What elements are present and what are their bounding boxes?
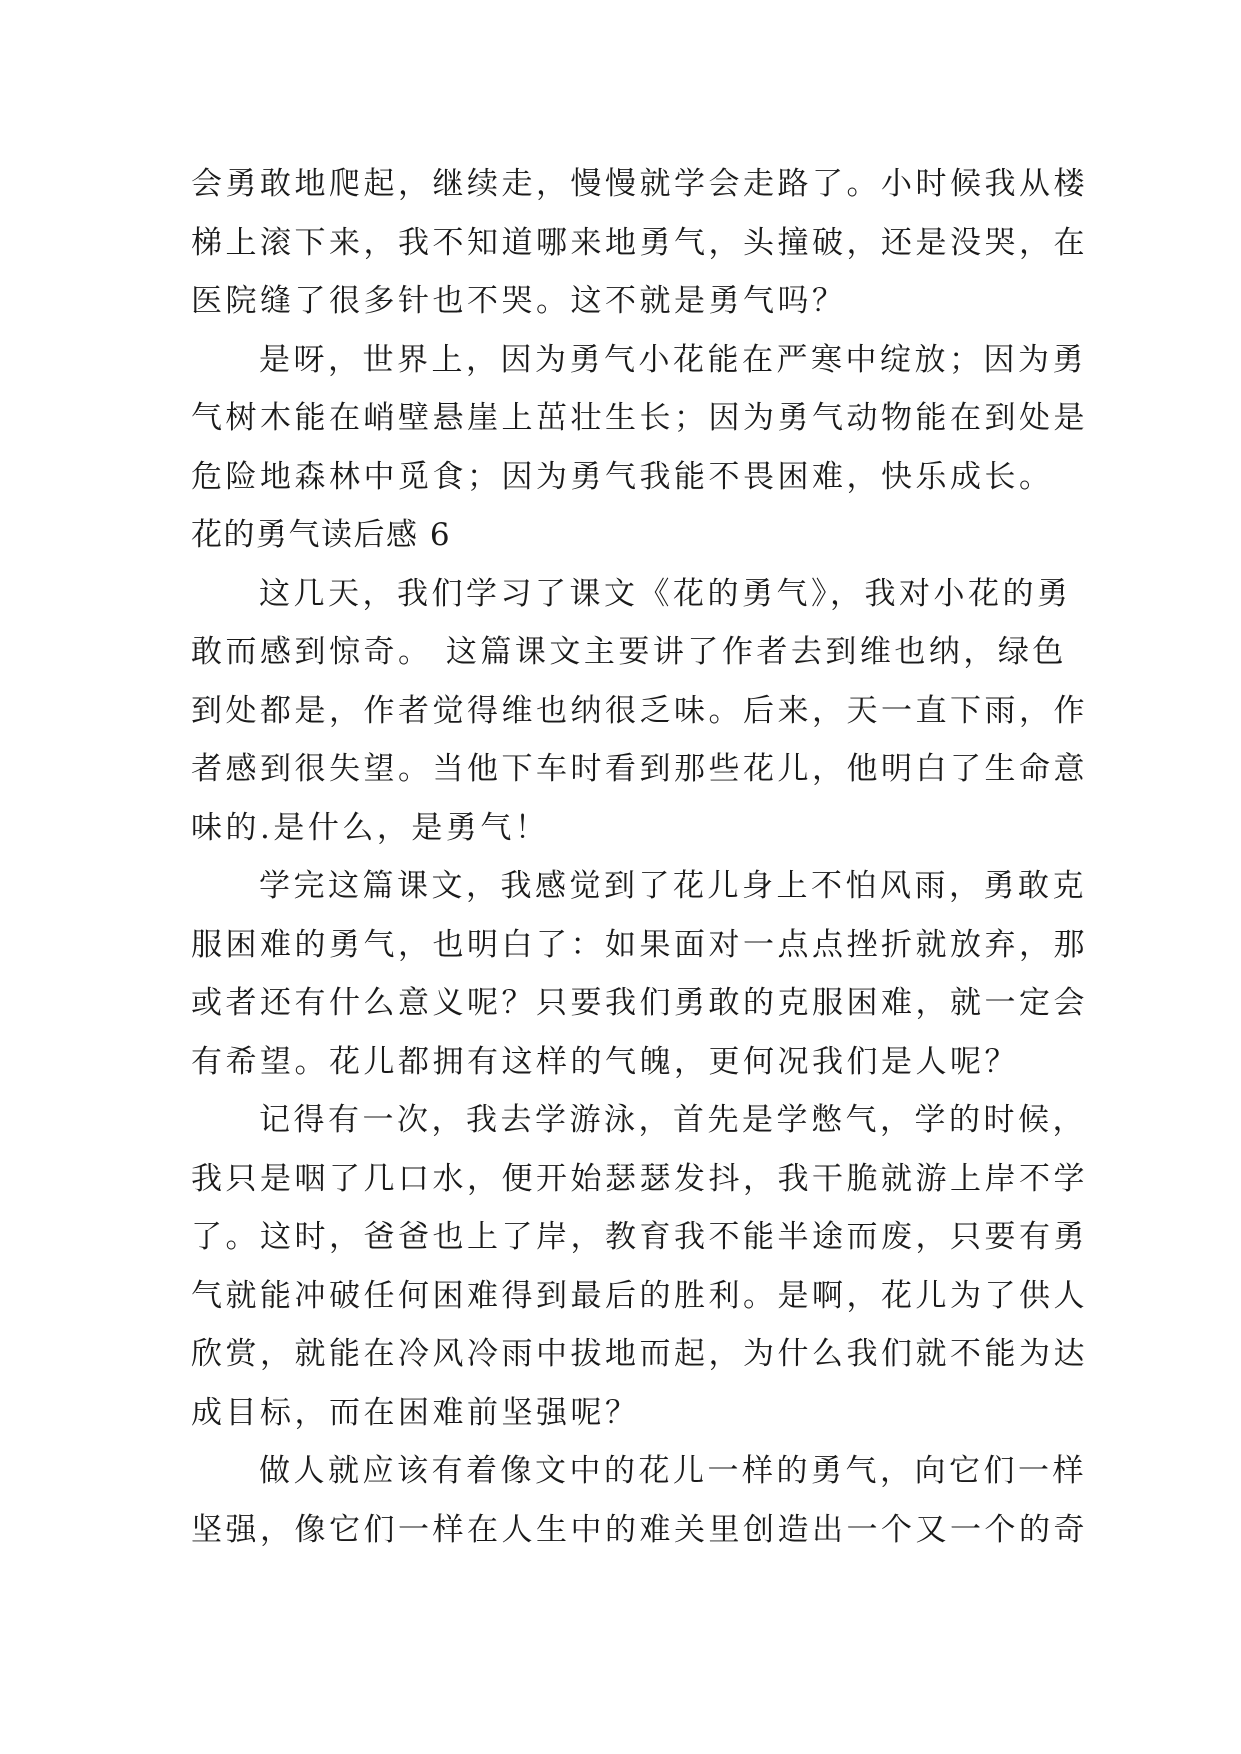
text-line: 气树木能在峭壁悬崖上茁壮生长；因为勇气动物能在到处是 xyxy=(191,400,1088,436)
text-line: 坚强，像它们一样在人生中的难关里创造出一个又一个的奇 xyxy=(191,1511,1088,1548)
text-line: 服困难的勇气，也明白了：如果面对一点点挫折就放弃，那 xyxy=(191,926,1088,963)
document-body xyxy=(191,155,1088,1559)
text-line: 有希望。花儿都拥有这样的气魄，更何况我们是人呢？ xyxy=(191,1043,1019,1080)
text-line: 梯上滚下来，我不知道哪来地勇气，头撞破，还是没哭，在 xyxy=(191,224,1088,261)
text-line: 医院缝了很多针也不哭。这不就是勇气吗？ xyxy=(191,283,847,319)
text-line: 或者还有什么意义呢？只要我们勇敢的克服困难，就一定会 xyxy=(191,985,1088,1021)
paragraph-first-line: 学完这篇课文，我感觉到了花儿身上不怕风雨，勇敢克 xyxy=(259,868,1087,904)
text-line: 成目标，而在困难前坚强呢？ xyxy=(191,1394,640,1431)
text-line: 会勇敢地爬起，继续走，慢慢就学会走路了。小时候我从楼 xyxy=(191,166,1088,202)
text-line: 欣赏，就能在冷风冷雨中拔地而起，为什么我们就不能为达 xyxy=(191,1336,1088,1372)
text-line: 气就能冲破任何困难得到最后的胜利。是啊，花儿为了供人 xyxy=(191,1277,1088,1314)
text-line: 敢而感到惊奇。 这篇课文主要讲了作者去到维也纳，绿色 xyxy=(191,634,1067,670)
text-line: 了。这时，爸爸也上了岸，教育我不能半途而废，只要有勇 xyxy=(191,1219,1088,1255)
paragraph-first-line: 做人就应该有着像文中的花儿一样的勇气，向它们一样 xyxy=(259,1453,1087,1489)
text-line: 危险地森林中觅食；因为勇气我能不畏困难，快乐成长。 xyxy=(191,458,1054,495)
text-line: 到处都是，作者觉得维也纳很乏味。后来，天一直下雨，作 xyxy=(191,692,1088,729)
section-heading: 花的勇气读后感 6 xyxy=(191,517,452,553)
text-line: 味的.是什么，是勇气！ xyxy=(191,809,550,846)
text-line: 我只是咽了几口水，便开始瑟瑟发抖，我干脆就游上岸不学 xyxy=(191,1160,1088,1197)
text-line: 者感到很失望。当他下车时看到那些花儿，他明白了生命意 xyxy=(191,751,1088,787)
paragraph-first-line: 这几天，我们学习了课文《花的勇气》，我对小花的勇 xyxy=(259,575,1072,612)
paragraph-first-line: 是呀，世界上，因为勇气小花能在严寒中绽放；因为勇 xyxy=(259,341,1087,378)
paragraph-first-line: 记得有一次，我去学游泳，首先是学憋气，学的时候， xyxy=(259,1102,1087,1138)
